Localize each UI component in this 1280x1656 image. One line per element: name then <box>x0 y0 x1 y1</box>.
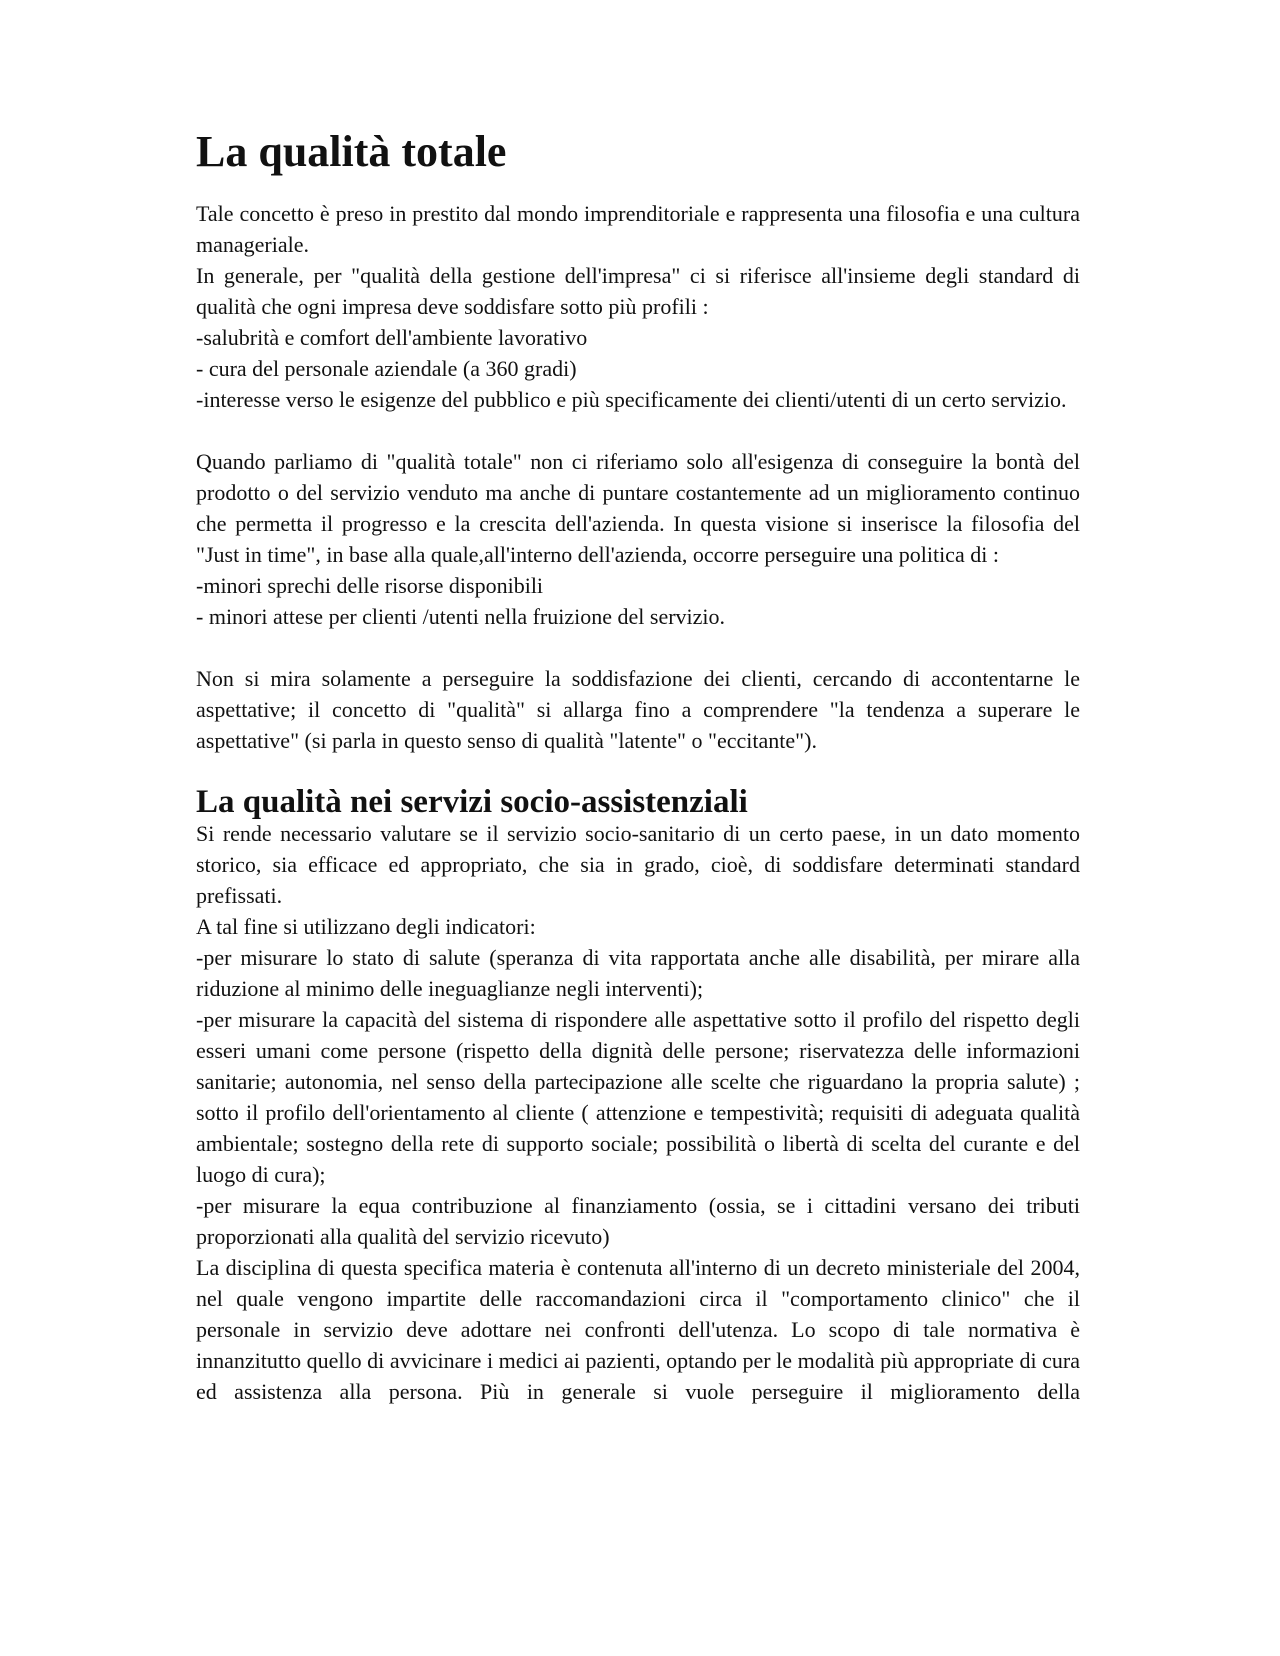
paragraph-qualita-totale: Quando parliamo di "qualità totale" non ci riferiamo solo all'esigenza di conseguire la bontà del prodotto o del servizio venduto ma anche di puntare costantemente ad un miglioramento continuo che permetta il progresso e la crescita dell'azienda. In questa visione si inserisce la filosofia del "Just in time", in base alla quale,all'interno dell'azienda, occorre perseguire una politica di : <box>196 449 1080 567</box>
list-item: - cura del personale aziendale (a 360 gradi) <box>196 356 577 381</box>
list-item: -interesse verso le esigenze del pubblico e più specificamente dei clienti/utenti di un certo servizio. <box>196 387 1067 412</box>
paragraph-intro: Tale concetto è preso in prestito dal mondo imprenditoriale e rappresenta una filosofia e una cultura manageriale. <box>196 201 1080 257</box>
list-item: -salubrità e comfort dell'ambiente lavorativo <box>196 325 588 350</box>
list-item: -per misurare la equa contribuzione al finanziamento (ossia, se i cittadini versano dei tributi proporzionati alla qualità del servizio ricevuto) <box>196 1193 1080 1249</box>
list-item: - minori attese per clienti /utenti nella fruizione del servizio. <box>196 604 726 629</box>
spacer <box>196 632 1080 663</box>
section-title-qualita-totale: La qualità totale <box>196 127 507 176</box>
list-item: -per misurare la capacità del sistema di rispondere alle aspettative sotto il profilo del rispetto degli esseri umani come persone (rispetto della dignità delle persone; riservatezza delle informazioni sanitarie; autonomia, nel senso della partecipazione alle scelte che riguardano la propria salute) ; sotto il profilo dell'orientamento al cliente ( attenzione e tempestività; requisiti di adeguata qualità ambientale; sostegno della rete di supporto sociale; possibilità o libertà di scelta del curante e del luogo di cura); <box>196 1007 1080 1187</box>
list-item: -minori sprechi delle risorse disponibili <box>196 573 544 598</box>
document-page <box>196 127 1080 1407</box>
spacer <box>196 756 1080 787</box>
spacer <box>196 415 1080 446</box>
section-title-servizi-socio-assistenziali: La qualità nei servizi socio-assistenziali <box>196 784 748 820</box>
paragraph-aspettative: Non si mira solamente a perseguire la soddisfazione dei clienti, cercando di accontentarne le aspettative; il concetto di "qualità" si allarga fino a comprendere "la tendenza a superare le aspettative" (si parla in questo senso di qualità "latente" o "eccitante"). <box>196 666 1080 753</box>
paragraph-indicatori: A tal fine si utilizzano degli indicatori: <box>196 914 536 939</box>
paragraph-decreto: La disciplina di questa specifica materia è contenuta all'interno di un decreto ministeriale del 2004, nel quale vengono impartite delle raccomandazioni circa il "comportamento clinico" che il personale in servizio deve adottare nei confronti dell'utenza. Lo scopo di tale normativa è innanzitutto quello di avvicinare i medici ai pazienti, optando per le modalità più appropriate di cura ed assistenza alla persona. Più in generale si vuole perseguire il miglioramento della <box>196 1255 1080 1404</box>
paragraph-valutare: Si rende necessario valutare se il servizio socio-sanitario di un certo paese, in un dato momento storico, sia efficace ed appropriato, che sia in grado, cioè, di soddisfare determinati standard prefissati. <box>196 821 1080 908</box>
paragraph-generale: In generale, per "qualità della gestione dell'impresa" ci si riferisce all'insieme degli standard di qualità che ogni impresa deve soddisfare sotto più profili : <box>196 263 1080 319</box>
list-item: -per misurare lo stato di salute (speranza di vita rapportata anche alle disabilità, per mirare alla riduzione al minimo delle ineguaglianze negli interventi); <box>196 945 1080 1001</box>
